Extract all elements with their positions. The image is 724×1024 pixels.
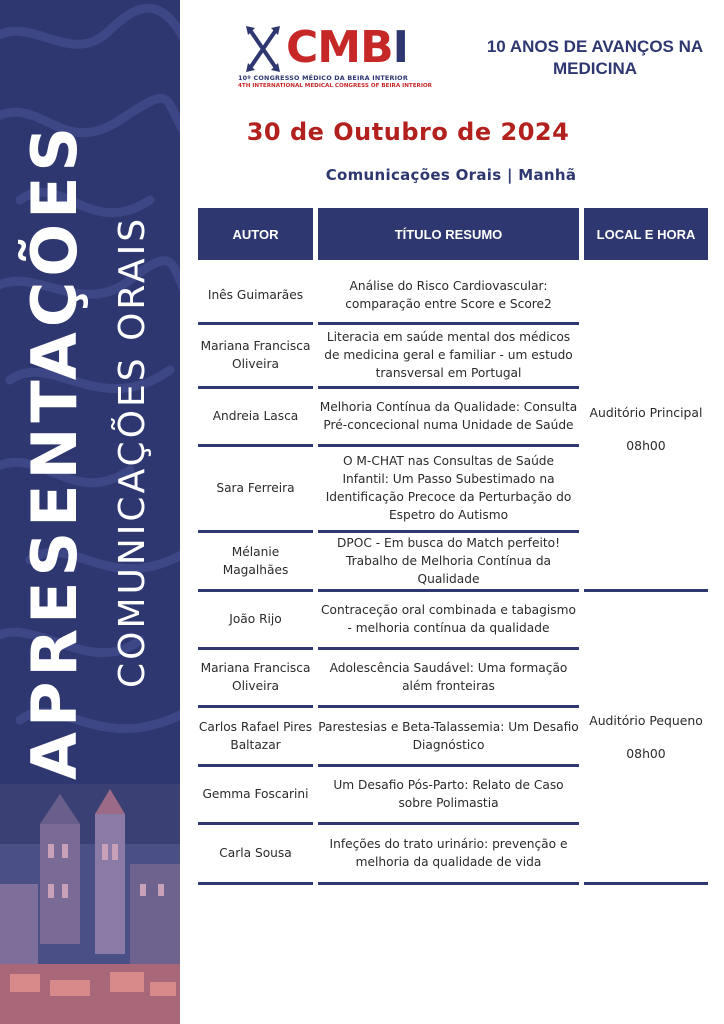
venue-time: 08h00: [626, 437, 666, 453]
title-cell: Contraceção oral combinada e tabagismo - melhoria contínua da qualidade: [321, 603, 576, 635]
venue-divider: [584, 882, 708, 885]
author-cell: Mariana Francisca Oliveira: [200, 339, 311, 371]
table-row: [198, 767, 578, 825]
venue-time: 08h00: [626, 746, 666, 761]
header-venue: LOCAL E HORA: [584, 208, 708, 260]
logo-caption-en: 4TH INTERNATIONAL MEDICAL CONGRESS OF BEIRA INTERIOR: [238, 83, 432, 89]
title-cell: Parestesias e Beta-Talassemia: Um Desafio Diagnóstico: [318, 719, 579, 752]
title-cell: Análise do Risco Cardiovascular: comparação entre Score e Score2: [345, 278, 552, 311]
tagline: 10 ANOS DE AVANÇOS NA MEDICINA: [486, 37, 704, 78]
title-cell: O M-CHAT nas Consultas de Saúde Infantil: Um Passo Subestimado na Identificação Precoce da Perturbação do Espetro do Autismo: [325, 454, 572, 522]
side-subtitle: COMUNICAÇÕES ORAIS: [112, 215, 153, 688]
crossed-arrows-icon: [246, 26, 280, 72]
author-cell: João Rijo: [229, 612, 282, 626]
side-banner: [0, 0, 180, 1024]
author-cell: Gemma Foscarini: [202, 787, 309, 801]
table-row: [198, 592, 578, 650]
venue-small: [584, 592, 708, 882]
title-cell: Melhoria Contínua da Qualidade: Consulta Pré-concecional numa Unidade de Saúde: [319, 400, 578, 432]
author-cell: Inês Guimarães: [207, 287, 304, 302]
venue-place: Auditório Principal: [589, 404, 703, 420]
table-row: [198, 268, 578, 325]
author-cell: Carla Sousa: [219, 846, 292, 860]
table-row: [198, 389, 578, 447]
event-date: 30 de Outubro de 2024: [246, 118, 570, 146]
author-cell: Mariana Francisca Oliveira: [200, 661, 311, 693]
title-cell: DPOC - Em busca do Match perfeito! Trabalho de Melhoria Contínua da Qualidade: [337, 535, 560, 586]
title-cell: Literacia em saúde mental dos médicos de medicina geral e familiar - um estudo transversal em Portugal: [324, 330, 573, 380]
title-cell: Infeções do trato urinário: prevenção e melhoria da qualidade de vida: [329, 837, 568, 869]
logo-caption: 10º CONGRESSO MÉDICO DA BEIRA INTERIOR: [238, 74, 408, 82]
venue-main: [584, 268, 708, 589]
side-title: APRESENTAÇÕES: [18, 121, 91, 780]
author-cell: Mélanie Magalhães: [222, 544, 289, 577]
table-row: [198, 825, 578, 885]
table-row: [198, 325, 578, 389]
table-row: [198, 708, 578, 767]
table-row: [198, 533, 578, 592]
title-cell: Um Desafio Pós-Parto: Relato de Caso sobre Polimastia: [333, 778, 564, 810]
header-title: TÍTULO RESUMO: [318, 208, 579, 260]
table-row: [198, 447, 578, 533]
title-cell: Adolescência Saudável: Uma formação além fronteiras: [329, 661, 568, 693]
city-illustration: [0, 784, 180, 1024]
logo-wordmark: CMBI: [286, 22, 408, 73]
author-cell: Andreia Lasca: [212, 409, 299, 423]
table-row: [198, 650, 578, 708]
header-author: AUTOR: [198, 208, 313, 260]
venue-place: Auditório Pequeno: [589, 713, 703, 728]
author-cell: Sara Ferreira: [216, 481, 295, 495]
session-title: Comunicações Orais | Manhã: [325, 166, 577, 184]
author-cell: Carlos Rafael Pires Baltazar: [198, 719, 313, 752]
congress-logo: [238, 22, 432, 96]
